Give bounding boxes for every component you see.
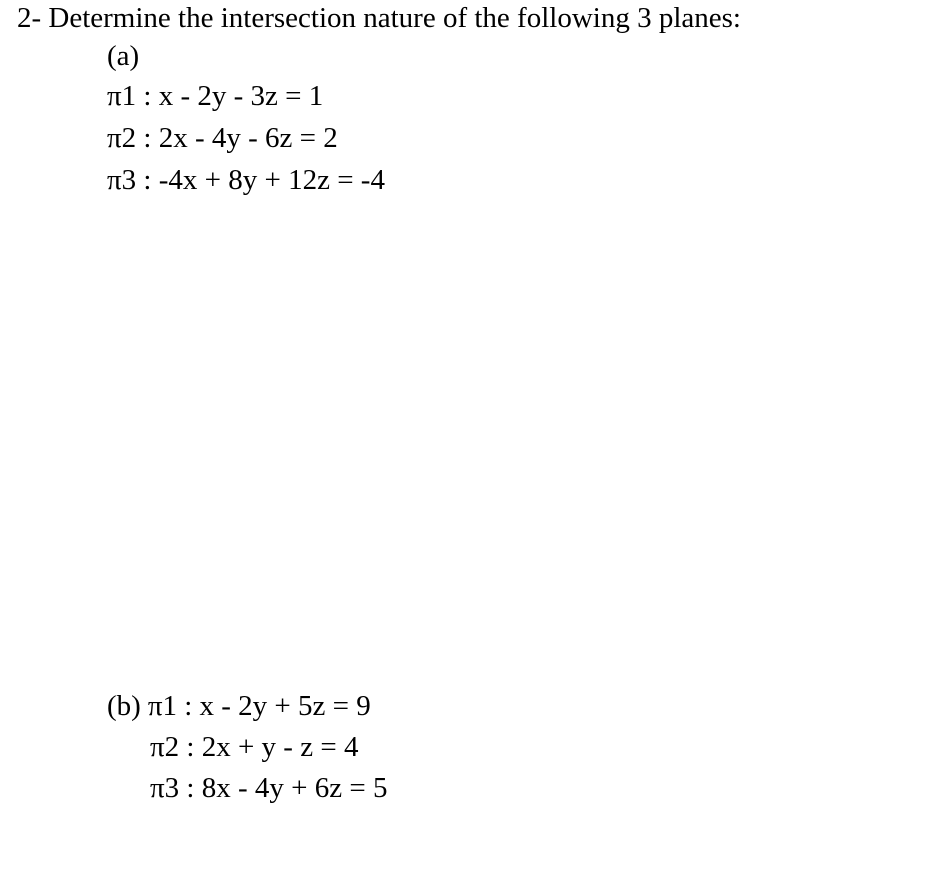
part-b-equation-1: π1 : x - 2y + 5z = 9 [147,690,371,722]
part-a-equation-1: π1 : x - 2y - 3z = 1 [107,80,324,112]
question-heading: 2- Determine the intersection nature of the following 3 planes: [17,2,741,34]
part-a-equation-3: π3 : -4x + 8y + 12z = -4 [107,164,385,196]
part-b-equation-3: π3 : 8x - 4y + 6z = 5 [150,772,388,804]
part-b-equation-2: π2 : 2x + y - z = 4 [150,731,359,763]
part-b-label: (b) [107,690,141,722]
part-b-first-line [107,688,371,724]
part-a-label: (a) [107,40,140,72]
part-a-equation-2: π2 : 2x - 4y - 6z = 2 [107,122,338,154]
